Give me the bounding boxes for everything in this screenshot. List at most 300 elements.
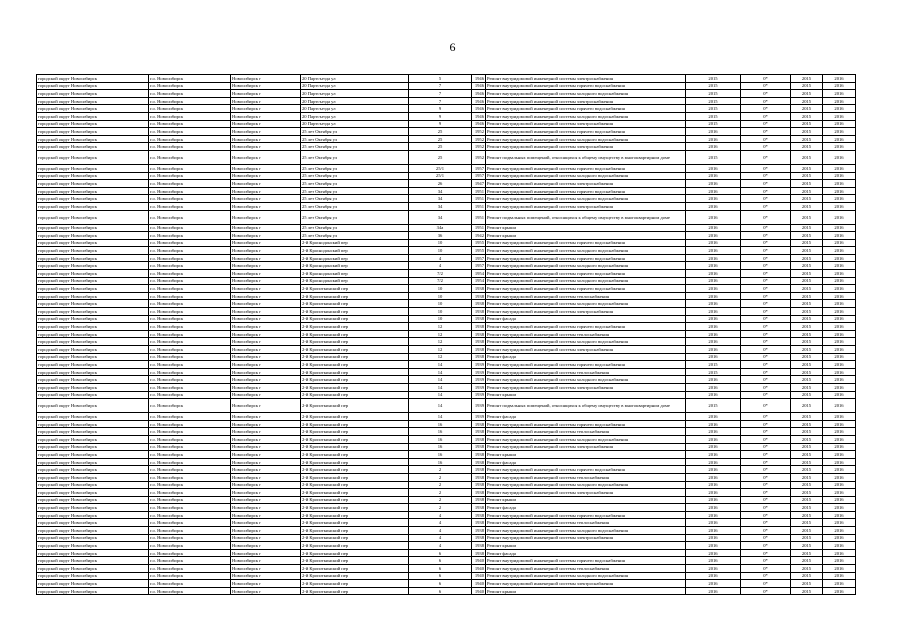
work-type-cell: Ремонт внутридомовой инженерной системы горячего водоснабжения xyxy=(486,254,686,262)
city-cell: Новосибирск г xyxy=(231,254,301,262)
year-built-cell: 1938 xyxy=(472,420,486,428)
period-end-cell: 2016 xyxy=(823,120,856,128)
municipality-cell: г.о. Новосибирск xyxy=(149,496,231,504)
period-start-cell: 2015 xyxy=(791,239,823,247)
district-cell: городской округ Новосибирск xyxy=(37,542,149,550)
house-cell: 12 xyxy=(409,330,472,338)
cost-cell: 0* xyxy=(741,519,791,527)
municipality-cell: г.о. Новосибирск xyxy=(149,277,231,285)
municipality-cell: г.о. Новосибирск xyxy=(149,300,231,308)
plan-year-cell: 2016 xyxy=(686,383,741,391)
district-cell: городской округ Новосибирск xyxy=(37,172,149,180)
cost-cell: 0* xyxy=(741,458,791,466)
municipality-cell: г.о. Новосибирск xyxy=(149,323,231,331)
work-type-cell: Ремонт внутридомовой инженерной системы горячего водоснабжения xyxy=(486,323,686,331)
street-cell: 20 Партсъезда ул xyxy=(301,97,409,105)
period-end-cell: 2016 xyxy=(823,549,856,557)
period-start-cell: 2015 xyxy=(791,504,823,512)
work-type-cell: Ремонт внутридомовой инженерной системы холодного водоснабжения xyxy=(486,376,686,384)
table-row xyxy=(37,458,856,466)
period-start-cell: 2015 xyxy=(791,277,823,285)
year-built-cell: 1939 xyxy=(472,391,486,399)
city-cell: Новосибирск г xyxy=(231,346,301,354)
table-row xyxy=(37,496,856,504)
municipality-cell: г.о. Новосибирск xyxy=(149,557,231,565)
house-cell: 14 xyxy=(409,383,472,391)
municipality-cell: г.о. Новосибирск xyxy=(149,481,231,489)
period-start-cell: 2015 xyxy=(791,557,823,565)
house-cell: 2 xyxy=(409,481,472,489)
table-row xyxy=(37,82,856,90)
municipality-cell: г.о. Новосибирск xyxy=(149,413,231,421)
plan-year-cell: 2016 xyxy=(686,172,741,180)
period-start-cell: 2015 xyxy=(791,300,823,308)
cost-cell: 0* xyxy=(741,391,791,399)
year-built-cell: 1938 xyxy=(472,300,486,308)
table-row xyxy=(37,315,856,323)
work-type-cell: Ремонт внутридомовой инженерной системы электроснабжения xyxy=(486,489,686,497)
municipality-cell: г.о. Новосибирск xyxy=(149,262,231,270)
capital-repair-table-container xyxy=(36,74,855,595)
city-cell: Новосибирск г xyxy=(231,135,301,143)
period-start-cell: 2015 xyxy=(791,519,823,527)
period-start-cell: 2015 xyxy=(791,458,823,466)
cost-cell: 0* xyxy=(741,420,791,428)
year-built-cell: 1939 xyxy=(472,361,486,369)
work-type-cell: Ремонт внутридомовой инженерной системы горячего водоснабжения xyxy=(486,557,686,565)
district-cell: городской округ Новосибирск xyxy=(37,587,149,595)
table-row xyxy=(37,527,856,535)
period-start-cell: 2015 xyxy=(791,112,823,120)
district-cell: городской округ Новосибирск xyxy=(37,572,149,580)
work-type-cell: Ремонт внутридомовой инженерной системы холодного водоснабжения xyxy=(486,277,686,285)
plan-year-cell: 2016 xyxy=(686,420,741,428)
period-start-cell: 2015 xyxy=(791,164,823,172)
work-type-cell: Ремонт фасада xyxy=(486,458,686,466)
period-end-cell: 2016 xyxy=(823,128,856,136)
period-end-cell: 2016 xyxy=(823,383,856,391)
house-cell: 34 xyxy=(409,195,472,203)
plan-year-cell: 2016 xyxy=(686,534,741,542)
city-cell: Новосибирск г xyxy=(231,353,301,361)
municipality-cell: г.о. Новосибирск xyxy=(149,97,231,105)
year-built-cell: 1939 xyxy=(472,368,486,376)
year-built-cell: 1938 xyxy=(472,542,486,550)
street-cell: 20 Партсъезда ул xyxy=(301,90,409,98)
street-cell: 2-й Кропоткинский пер xyxy=(301,534,409,542)
work-type-cell: Ремонт внутридомовой инженерной системы горячего водоснабжения xyxy=(486,420,686,428)
municipality-cell: г.о. Новосибирск xyxy=(149,128,231,136)
table-row xyxy=(37,338,856,346)
plan-year-cell: 2016 xyxy=(686,338,741,346)
city-cell: Новосибирск г xyxy=(231,549,301,557)
city-cell: Новосибирск г xyxy=(231,542,301,550)
municipality-cell: г.о. Новосибирск xyxy=(149,270,231,278)
capital-repair-table xyxy=(36,74,856,595)
table-row xyxy=(37,580,856,588)
street-cell: 2-й Кропоткинский пер xyxy=(301,383,409,391)
period-end-cell: 2016 xyxy=(823,254,856,262)
plan-year-cell: 2016 xyxy=(686,527,741,535)
street-cell: 2-й Кропоткинский пер xyxy=(301,292,409,300)
district-cell: городской округ Новосибирск xyxy=(37,361,149,369)
district-cell: городской округ Новосибирск xyxy=(37,75,149,83)
city-cell: Новосибирск г xyxy=(231,292,301,300)
period-start-cell: 2015 xyxy=(791,210,823,224)
district-cell: городской округ Новосибирск xyxy=(37,428,149,436)
street-cell: 25 лет Октября ул xyxy=(301,195,409,203)
city-cell: Новосибирск г xyxy=(231,202,301,210)
cost-cell: 0* xyxy=(741,511,791,519)
district-cell: городской округ Новосибирск xyxy=(37,164,149,172)
street-cell: 25 лет Октября ул xyxy=(301,187,409,195)
period-end-cell: 2016 xyxy=(823,527,856,535)
period-start-cell: 2015 xyxy=(791,443,823,451)
period-start-cell: 2015 xyxy=(791,376,823,384)
city-cell: Новосибирск г xyxy=(231,413,301,421)
period-start-cell: 2015 xyxy=(791,143,823,151)
street-cell: 2-й Кропоткинский пер xyxy=(301,353,409,361)
district-cell: городской округ Новосибирск xyxy=(37,150,149,164)
period-end-cell: 2016 xyxy=(823,224,856,232)
street-cell: 2-й Кропоткинский пер xyxy=(301,511,409,519)
work-type-cell: Ремонт внутридомовой инженерной системы теплоснабжения xyxy=(486,292,686,300)
period-end-cell: 2016 xyxy=(823,285,856,293)
street-cell: 2-й Кропоткинский пер xyxy=(301,458,409,466)
district-cell: городской округ Новосибирск xyxy=(37,399,149,413)
city-cell: Новосибирск г xyxy=(231,473,301,481)
year-built-cell: 1939 xyxy=(472,399,486,413)
work-type-cell: Ремонт внутридомовой инженерной системы холодного водоснабжения xyxy=(486,247,686,255)
plan-year-cell: 2015 xyxy=(686,112,741,120)
municipality-cell: г.о. Новосибирск xyxy=(149,90,231,98)
municipality-cell: г.о. Новосибирск xyxy=(149,338,231,346)
plan-year-cell: 2016 xyxy=(686,270,741,278)
year-built-cell: 1938 xyxy=(472,458,486,466)
municipality-cell: г.о. Новосибирск xyxy=(149,435,231,443)
period-start-cell: 2015 xyxy=(791,353,823,361)
period-start-cell: 2015 xyxy=(791,172,823,180)
work-type-cell: Ремонт внутридомовой инженерной системы электроснабжения xyxy=(486,180,686,188)
page-number: 6 xyxy=(449,40,456,54)
house-cell: 14 xyxy=(409,399,472,413)
year-built-cell: 1940 xyxy=(472,565,486,573)
street-cell: 2-й Кропоткинский пер xyxy=(301,346,409,354)
cost-cell: 0* xyxy=(741,443,791,451)
municipality-cell: г.о. Новосибирск xyxy=(149,527,231,535)
table-row xyxy=(37,330,856,338)
year-built-cell: 1938 xyxy=(472,519,486,527)
work-type-cell: Ремонт внутридомовой инженерной системы горячего водоснабжения xyxy=(486,187,686,195)
period-end-cell: 2016 xyxy=(823,239,856,247)
cost-cell: 0* xyxy=(741,262,791,270)
work-type-cell: Ремонт крыши xyxy=(486,391,686,399)
plan-year-cell: 2016 xyxy=(686,435,741,443)
house-cell: 16 xyxy=(409,420,472,428)
period-end-cell: 2016 xyxy=(823,504,856,512)
city-cell: Новосибирск г xyxy=(231,458,301,466)
municipality-cell: г.о. Новосибирск xyxy=(149,75,231,83)
year-built-cell: 1939 xyxy=(472,383,486,391)
cost-cell: 0* xyxy=(741,399,791,413)
year-built-cell: 1955 xyxy=(472,247,486,255)
period-end-cell: 2016 xyxy=(823,308,856,316)
period-end-cell: 2016 xyxy=(823,210,856,224)
city-cell: Новосибирск г xyxy=(231,239,301,247)
period-end-cell: 2016 xyxy=(823,428,856,436)
house-cell: 2 xyxy=(409,489,472,497)
period-end-cell: 2016 xyxy=(823,473,856,481)
cost-cell: 0* xyxy=(741,489,791,497)
plan-year-cell: 2016 xyxy=(686,323,741,331)
period-end-cell: 2016 xyxy=(823,90,856,98)
plan-year-cell: 2016 xyxy=(686,428,741,436)
street-cell: 2-й Краснодонский пер xyxy=(301,247,409,255)
house-cell: 25 xyxy=(409,128,472,136)
period-start-cell: 2015 xyxy=(791,128,823,136)
city-cell: Новосибирск г xyxy=(231,338,301,346)
table-row xyxy=(37,120,856,128)
cost-cell: 0* xyxy=(741,105,791,113)
municipality-cell: г.о. Новосибирск xyxy=(149,572,231,580)
municipality-cell: г.о. Новосибирск xyxy=(149,164,231,172)
period-end-cell: 2016 xyxy=(823,496,856,504)
city-cell: Новосибирск г xyxy=(231,285,301,293)
year-built-cell: 1938 xyxy=(472,428,486,436)
cost-cell: 0* xyxy=(741,270,791,278)
table-row xyxy=(37,262,856,270)
table-row xyxy=(37,308,856,316)
municipality-cell: г.о. Новосибирск xyxy=(149,534,231,542)
plan-year-cell: 2016 xyxy=(686,232,741,240)
work-type-cell: Ремонт внутридомовой инженерной системы электроснабжения xyxy=(486,383,686,391)
work-type-cell: Ремонт внутридомовой инженерной системы холодного водоснабжения xyxy=(486,481,686,489)
house-cell: 10 xyxy=(409,239,472,247)
period-start-cell: 2015 xyxy=(791,82,823,90)
plan-year-cell: 2016 xyxy=(686,504,741,512)
city-cell: Новосибирск г xyxy=(231,489,301,497)
house-cell: 4 xyxy=(409,511,472,519)
municipality-cell: г.о. Новосибирск xyxy=(149,519,231,527)
plan-year-cell: 2016 xyxy=(686,466,741,474)
cost-cell: 0* xyxy=(741,195,791,203)
street-cell: 2-й Кропоткинский пер xyxy=(301,315,409,323)
municipality-cell: г.о. Новосибирск xyxy=(149,180,231,188)
period-end-cell: 2016 xyxy=(823,542,856,550)
cost-cell: 0* xyxy=(741,75,791,83)
period-end-cell: 2016 xyxy=(823,164,856,172)
city-cell: Новосибирск г xyxy=(231,105,301,113)
period-end-cell: 2016 xyxy=(823,105,856,113)
cost-cell: 0* xyxy=(741,587,791,595)
house-cell: 4 xyxy=(409,542,472,550)
cost-cell: 0* xyxy=(741,180,791,188)
year-built-cell: 1952 xyxy=(472,128,486,136)
cost-cell: 0* xyxy=(741,90,791,98)
table-row xyxy=(37,504,856,512)
year-built-cell: 1938 xyxy=(472,473,486,481)
period-end-cell: 2016 xyxy=(823,323,856,331)
period-start-cell: 2015 xyxy=(791,361,823,369)
work-type-cell: Ремонт внутридомовой инженерной системы электроснабжения xyxy=(486,202,686,210)
street-cell: 2-й Кропоткинский пер xyxy=(301,368,409,376)
year-built-cell: 1946 xyxy=(472,105,486,113)
period-start-cell: 2015 xyxy=(791,549,823,557)
district-cell: городской округ Новосибирск xyxy=(37,270,149,278)
period-start-cell: 2015 xyxy=(791,254,823,262)
house-cell: 6 xyxy=(409,587,472,595)
year-built-cell: 1946 xyxy=(472,112,486,120)
plan-year-cell: 2016 xyxy=(686,346,741,354)
work-type-cell: Ремонт внутридомовой инженерной системы теплоснабжения xyxy=(486,428,686,436)
work-type-cell: Ремонт внутридомовой инженерной системы теплоснабжения xyxy=(486,565,686,573)
cost-cell: 0* xyxy=(741,330,791,338)
district-cell: городской округ Новосибирск xyxy=(37,451,149,459)
table-row xyxy=(37,300,856,308)
city-cell: Новосибирск г xyxy=(231,504,301,512)
table-row xyxy=(37,466,856,474)
house-cell: 14 xyxy=(409,391,472,399)
street-cell: 2-й Кропоткинский пер xyxy=(301,466,409,474)
district-cell: городской округ Новосибирск xyxy=(37,489,149,497)
district-cell: городской округ Новосибирск xyxy=(37,534,149,542)
district-cell: городской округ Новосибирск xyxy=(37,323,149,331)
period-start-cell: 2015 xyxy=(791,224,823,232)
cost-cell: 0* xyxy=(741,361,791,369)
period-start-cell: 2015 xyxy=(791,580,823,588)
table-row xyxy=(37,292,856,300)
work-type-cell: Ремонт внутридомовой инженерной системы электроснабжения xyxy=(486,97,686,105)
district-cell: городской округ Новосибирск xyxy=(37,82,149,90)
city-cell: Новосибирск г xyxy=(231,443,301,451)
city-cell: Новосибирск г xyxy=(231,572,301,580)
period-start-cell: 2015 xyxy=(791,97,823,105)
street-cell: 2-й Кропоткинский пер xyxy=(301,330,409,338)
work-type-cell: Ремонт внутридомовой инженерной системы горячего водоснабжения xyxy=(486,82,686,90)
city-cell: Новосибирск г xyxy=(231,224,301,232)
city-cell: Новосибирск г xyxy=(231,150,301,164)
house-cell: 34 xyxy=(409,210,472,224)
district-cell: городской округ Новосибирск xyxy=(37,519,149,527)
table-row xyxy=(37,519,856,527)
cost-cell: 0* xyxy=(741,315,791,323)
district-cell: городской округ Новосибирск xyxy=(37,376,149,384)
table-row xyxy=(37,346,856,354)
street-cell: 25 лет Октября ул xyxy=(301,232,409,240)
plan-year-cell: 2016 xyxy=(686,443,741,451)
city-cell: Новосибирск г xyxy=(231,481,301,489)
district-cell: городской округ Новосибирск xyxy=(37,187,149,195)
period-start-cell: 2015 xyxy=(791,315,823,323)
district-cell: городской округ Новосибирск xyxy=(37,557,149,565)
house-cell: 10 xyxy=(409,247,472,255)
street-cell: 2-й Кропоткинский пер xyxy=(301,587,409,595)
house-cell: 34 xyxy=(409,187,472,195)
year-built-cell: 1938 xyxy=(472,534,486,542)
street-cell: 2-й Кропоткинский пер xyxy=(301,428,409,436)
city-cell: Новосибирск г xyxy=(231,300,301,308)
year-built-cell: 1938 xyxy=(472,527,486,535)
plan-year-cell: 2016 xyxy=(686,254,741,262)
district-cell: городской округ Новосибирск xyxy=(37,254,149,262)
period-start-cell: 2015 xyxy=(791,135,823,143)
plan-year-cell: 2016 xyxy=(686,308,741,316)
period-start-cell: 2015 xyxy=(791,330,823,338)
plan-year-cell: 2016 xyxy=(686,143,741,151)
table-row xyxy=(37,549,856,557)
year-built-cell: 1954 xyxy=(472,270,486,278)
municipality-cell: г.о. Новосибирск xyxy=(149,187,231,195)
cost-cell: 0* xyxy=(741,120,791,128)
year-built-cell: 1938 xyxy=(472,504,486,512)
street-cell: 25 лет Октября ул xyxy=(301,224,409,232)
municipality-cell: г.о. Новосибирск xyxy=(149,542,231,550)
house-cell: 5 xyxy=(409,75,472,83)
house-cell: 9 xyxy=(409,105,472,113)
cost-cell: 0* xyxy=(741,383,791,391)
year-built-cell: 1946 xyxy=(472,120,486,128)
table-row xyxy=(37,150,856,164)
district-cell: городской округ Новосибирск xyxy=(37,458,149,466)
work-type-cell: Ремонт внутридомовой инженерной системы электроснабжения xyxy=(486,308,686,316)
municipality-cell: г.о. Новосибирск xyxy=(149,239,231,247)
district-cell: городской округ Новосибирск xyxy=(37,262,149,270)
plan-year-cell: 2016 xyxy=(686,262,741,270)
work-type-cell: Ремонт внутридомовой инженерной системы горячего водоснабжения xyxy=(486,105,686,113)
plan-year-cell: 2016 xyxy=(686,587,741,595)
table-row xyxy=(37,361,856,369)
municipality-cell: г.о. Новосибирск xyxy=(149,105,231,113)
municipality-cell: г.о. Новосибирск xyxy=(149,285,231,293)
table-row xyxy=(37,285,856,293)
city-cell: Новосибирск г xyxy=(231,361,301,369)
table-row xyxy=(37,128,856,136)
work-type-cell: Ремонт фасада xyxy=(486,504,686,512)
work-type-cell: Ремонт внутридомовой инженерной системы холодного водоснабжения xyxy=(486,90,686,98)
period-start-cell: 2015 xyxy=(791,105,823,113)
period-end-cell: 2016 xyxy=(823,270,856,278)
work-type-cell: Ремонт внутридомовой инженерной системы теплоснабжения xyxy=(486,330,686,338)
period-end-cell: 2016 xyxy=(823,202,856,210)
house-cell: 25 xyxy=(409,143,472,151)
street-cell: 2-й Кропоткинский пер xyxy=(301,519,409,527)
district-cell: городской округ Новосибирск xyxy=(37,180,149,188)
table-row xyxy=(37,557,856,565)
district-cell: городской округ Новосибирск xyxy=(37,277,149,285)
period-end-cell: 2016 xyxy=(823,572,856,580)
period-start-cell: 2015 xyxy=(791,323,823,331)
year-built-cell: 1951 xyxy=(472,195,486,203)
work-type-cell: Ремонт внутридомовой инженерной системы горячего водоснабжения xyxy=(486,239,686,247)
street-cell: 25 лет Октября ул xyxy=(301,180,409,188)
municipality-cell: г.о. Новосибирск xyxy=(149,308,231,316)
city-cell: Новосибирск г xyxy=(231,315,301,323)
street-cell: 2-й Кропоткинский пер xyxy=(301,420,409,428)
cost-cell: 0* xyxy=(741,112,791,120)
plan-year-cell: 2016 xyxy=(686,247,741,255)
work-type-cell: Ремонт фасада xyxy=(486,353,686,361)
street-cell: 20 Партсъезда ул xyxy=(301,82,409,90)
work-type-cell: Ремонт внутридомовой инженерной системы электроснабжения xyxy=(486,580,686,588)
cost-cell: 0* xyxy=(741,300,791,308)
cost-cell: 0* xyxy=(741,542,791,550)
district-cell: городской округ Новосибирск xyxy=(37,383,149,391)
plan-year-cell: 2016 xyxy=(686,458,741,466)
plan-year-cell: 2016 xyxy=(686,496,741,504)
city-cell: Новосибирск г xyxy=(231,565,301,573)
year-built-cell: 1938 xyxy=(472,285,486,293)
street-cell: 2-й Кропоткинский пер xyxy=(301,361,409,369)
